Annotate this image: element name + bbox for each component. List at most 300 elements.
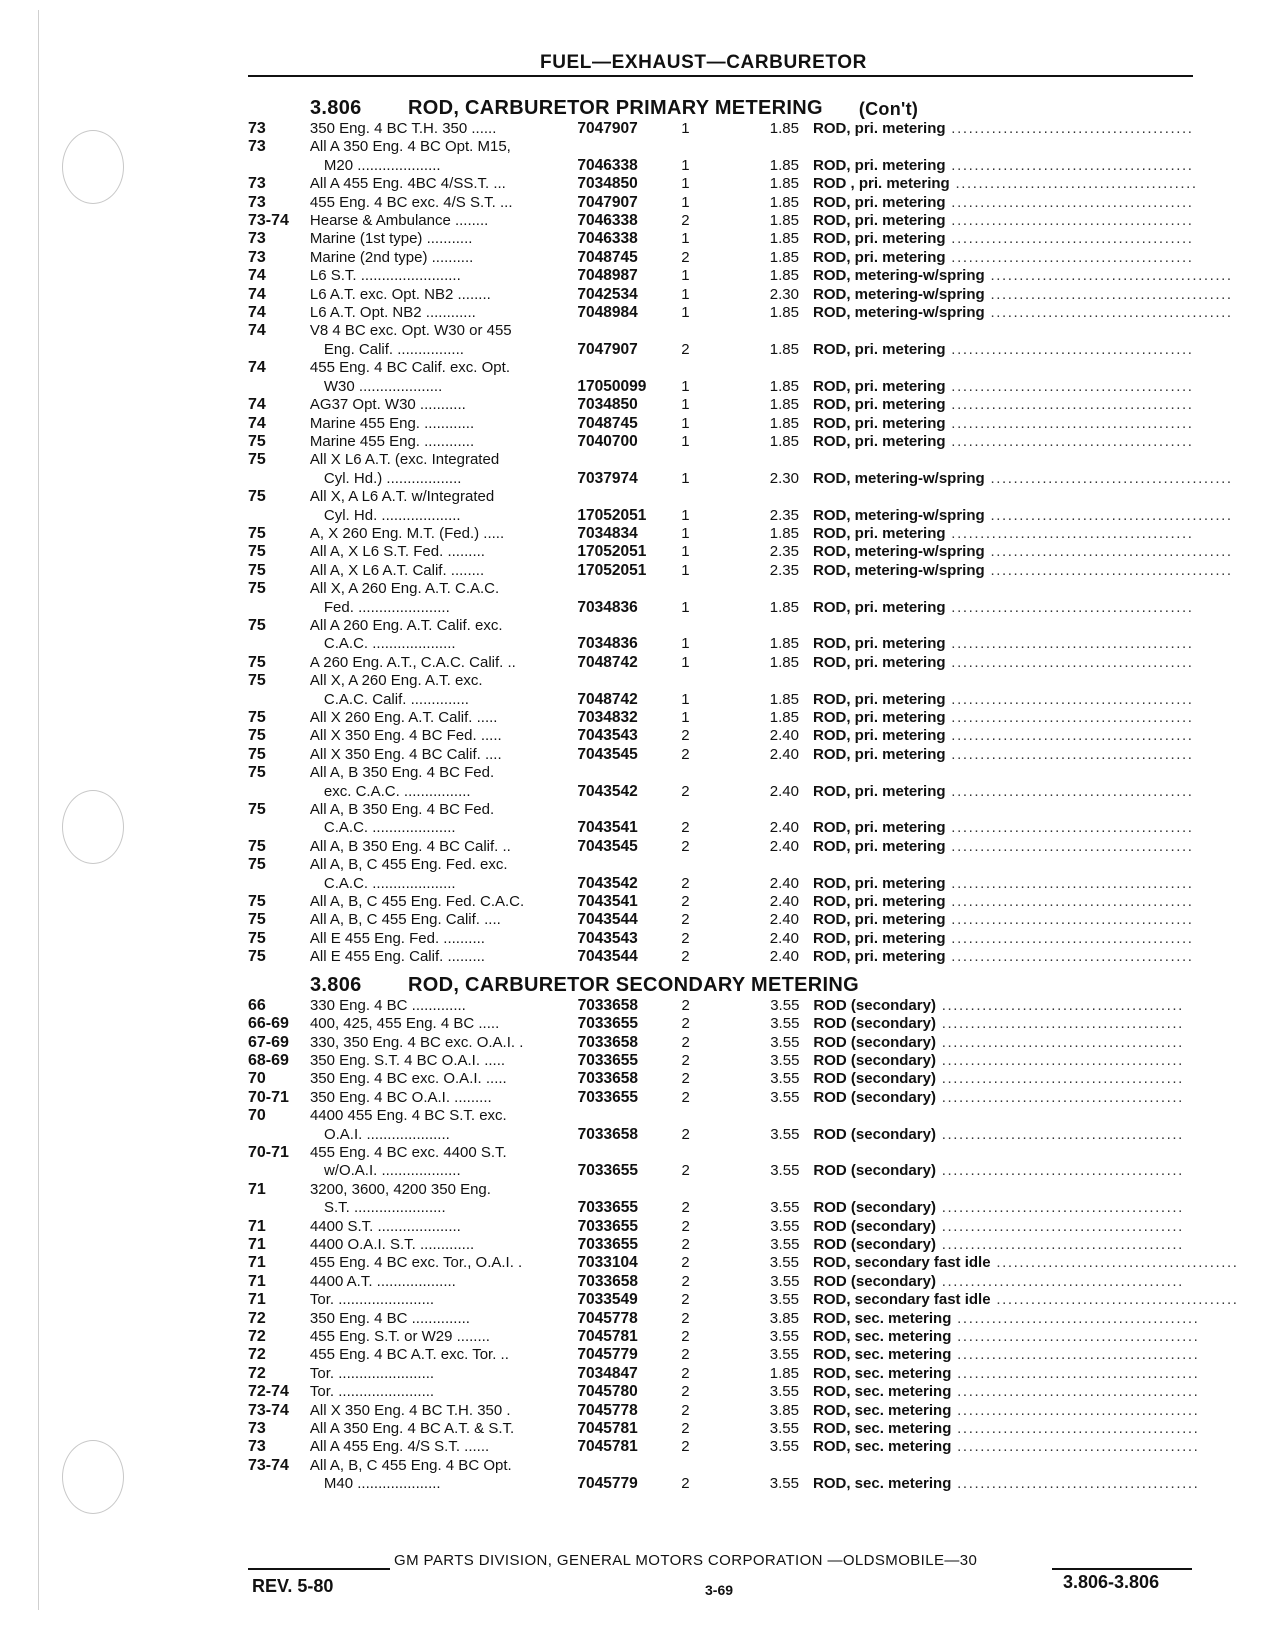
application <box>310 415 578 433</box>
application <box>310 1070 578 1088</box>
description <box>813 525 1193 543</box>
description-text: ROD, metering-w/spring <box>813 561 985 579</box>
model-year: 75 <box>248 488 266 506</box>
description-text: ROD, pri. metering <box>813 212 946 230</box>
header-rule <box>248 75 1193 77</box>
application-line: All A, X L6 S.T. Fed. ......... <box>309 543 485 561</box>
application-line: Marine 455 Eng. ............ <box>309 432 475 450</box>
model-year: 75 <box>248 672 266 690</box>
part-number: 17052051 <box>577 561 647 579</box>
quantity: 2 <box>681 874 690 892</box>
price: 3.55 <box>770 1162 800 1180</box>
price: 1.85 <box>769 432 799 450</box>
application <box>310 948 578 966</box>
model-year: 74 <box>248 285 266 303</box>
model-year: 74 <box>248 359 266 377</box>
application-line: C.A.C. .................... <box>323 635 456 653</box>
application-line: 350 Eng. S.T. 4 BC O.A.I. ..... <box>309 1051 506 1069</box>
part-row <box>248 194 1193 212</box>
model-year: 66 <box>248 996 266 1014</box>
application <box>310 525 578 543</box>
price: 2.40 <box>769 874 799 892</box>
description-text: ROD, metering-w/spring <box>813 543 985 561</box>
quantity: 1 <box>681 598 690 616</box>
model-year: 75 <box>248 709 266 726</box>
quantity: 1 <box>681 709 690 726</box>
application <box>310 911 578 929</box>
application <box>310 1015 578 1033</box>
part-number: 7034850 <box>577 396 638 414</box>
price: 3.55 <box>770 1033 800 1051</box>
application-line: 4400 O.A.I. S.T. ............. <box>309 1235 475 1253</box>
price: 2.35 <box>769 543 799 561</box>
application-line: O.A.I. .................... <box>323 1125 450 1143</box>
application <box>310 893 578 911</box>
description-text: ROD, pri. metering <box>813 948 946 966</box>
model-year: 75 <box>248 561 266 579</box>
description <box>813 801 1193 838</box>
application-line: All X 350 Eng. 4 BC Calif. .... <box>309 745 502 763</box>
quantity: 2 <box>681 1254 690 1272</box>
description <box>813 396 1193 414</box>
leader-dots: .......................................... <box>990 1254 1239 1272</box>
description <box>813 415 1193 433</box>
part-number: 7033658 <box>577 1070 638 1088</box>
part-row <box>248 1401 1200 1420</box>
model-year: 71 <box>248 1235 266 1253</box>
quantity: 2 <box>681 1199 690 1217</box>
description-text: ROD, secondary fast idle <box>813 1254 991 1272</box>
model-year: 75 <box>248 856 266 874</box>
price: 3.55 <box>770 1125 800 1143</box>
description-text: ROD , pri. metering <box>813 175 950 193</box>
part-number: 17050099 <box>577 377 647 395</box>
model-year: 75 <box>248 893 266 911</box>
application-line: 400, 425, 455 Eng. 4 BC ..... <box>309 1015 500 1033</box>
description <box>813 1438 1200 1456</box>
price: 2.40 <box>769 929 799 947</box>
application <box>310 194 578 212</box>
application-line: W30 .................... <box>323 377 443 395</box>
model-year: 73 <box>248 230 266 248</box>
quantity: 2 <box>681 1420 690 1438</box>
footer-page-number: 3-69 <box>705 1582 734 1598</box>
price: 3.55 <box>769 1328 799 1345</box>
application-line: Cyl. Hd. ................... <box>323 506 461 524</box>
part-number: 7046338 <box>577 230 638 248</box>
price: 3.55 <box>769 1475 799 1493</box>
description-text: ROD (secondary) <box>813 1070 936 1088</box>
price: 2.30 <box>769 285 799 303</box>
description <box>813 488 1233 525</box>
part-row <box>248 1107 1193 1144</box>
description <box>813 285 1233 304</box>
leader-dots: .......................................... <box>984 304 1233 322</box>
application <box>310 267 578 285</box>
quantity: 2 <box>681 1309 690 1327</box>
part-row <box>248 709 1193 727</box>
application <box>310 1457 578 1494</box>
part-number: 7045781 <box>577 1328 638 1345</box>
part-row <box>248 249 1193 267</box>
part-number: 7034836 <box>577 635 638 653</box>
price: 1.85 <box>769 1364 799 1382</box>
application-line: S.T. ...................... <box>323 1199 446 1217</box>
application-line: C.A.C. Calif. .............. <box>323 690 469 708</box>
leader-dots: .......................................... <box>945 948 1194 966</box>
part-number: 7043544 <box>577 911 638 929</box>
description <box>813 1457 1200 1494</box>
leader-dots: .......................................... <box>984 506 1233 524</box>
application <box>310 1346 578 1364</box>
application-line: All X 350 Eng. 4 BC Fed. ..... <box>309 727 502 745</box>
application <box>310 1181 578 1218</box>
part-number: 7040700 <box>577 432 638 450</box>
price: 1.85 <box>769 212 799 230</box>
part-number: 7045779 <box>577 1475 638 1493</box>
leader-dots: .......................................... <box>945 377 1194 395</box>
application <box>310 727 578 745</box>
description <box>813 948 1193 966</box>
part-row <box>248 433 1193 451</box>
model-year: 73 <box>248 1420 266 1438</box>
quantity: 1 <box>681 414 690 432</box>
binder-margin-line <box>38 10 39 1610</box>
part-row <box>248 304 1233 322</box>
price: 1.85 <box>769 414 799 432</box>
application <box>310 801 578 838</box>
description-text: ROD, sec. metering <box>813 1328 952 1345</box>
model-year: 75 <box>248 929 266 947</box>
quantity: 2 <box>681 911 690 929</box>
application-line: V8 4 BC exc. Opt. W30 or 455 <box>309 322 512 340</box>
part-number: 7043543 <box>577 727 638 745</box>
application-line: All A, B, C 455 Eng. Fed. exc. <box>309 856 508 874</box>
application-line: Fed. ...................... <box>323 598 450 616</box>
quantity: 2 <box>681 1162 690 1180</box>
price: 1.85 <box>769 120 799 137</box>
application-line: All E 455 Eng. Fed. .......... <box>309 929 485 947</box>
application-line: 455 Eng. 4 BC exc. 4/S S.T. ... <box>309 193 513 211</box>
description-text: ROD (secondary) <box>813 1162 936 1180</box>
part-number: 7033655 <box>577 1051 638 1069</box>
part-row <box>248 1089 1193 1107</box>
model-year: 73-74 <box>248 212 289 230</box>
description-text: ROD (secondary) <box>813 1272 936 1290</box>
application-line: All X 260 Eng. A.T. Calif. ..... <box>309 709 498 726</box>
quantity: 1 <box>681 432 690 450</box>
quantity: 2 <box>681 1328 690 1345</box>
part-number: 7034847 <box>577 1364 638 1382</box>
part-number: 7045779 <box>577 1346 638 1364</box>
part-number: 7033655 <box>577 1088 638 1106</box>
application <box>310 1034 578 1052</box>
part-row <box>248 396 1193 414</box>
part-number: 7043542 <box>577 782 638 800</box>
quantity: 2 <box>681 1291 690 1309</box>
application-line: C.A.C. .................... <box>323 874 456 892</box>
application <box>310 433 578 451</box>
model-year: 74 <box>248 414 266 432</box>
application-line: L6 A.T. Opt. NB2 ............ <box>309 304 476 322</box>
part-row <box>248 120 1193 138</box>
quantity: 2 <box>681 1217 690 1235</box>
leader-dots: .......................................... <box>984 285 1233 303</box>
leader-dots: .......................................... <box>951 1346 1200 1364</box>
part-number: 17052051 <box>577 543 647 561</box>
description-text: ROD, metering-w/spring <box>813 285 985 303</box>
leader-dots: .......................................... <box>935 1217 1184 1235</box>
description-text: ROD, pri. metering <box>813 396 946 414</box>
description <box>813 561 1233 580</box>
price: 2.30 <box>769 469 799 487</box>
description <box>813 1309 1200 1328</box>
application-line: 350 Eng. 4 BC O.A.I. ......... <box>309 1088 492 1106</box>
part-row <box>248 212 1193 230</box>
price: 1.85 <box>769 156 799 174</box>
application-line: Marine (1st type) ........... <box>309 230 473 248</box>
model-year: 75 <box>248 580 266 598</box>
price: 1.85 <box>769 709 799 726</box>
application <box>310 997 578 1015</box>
model-year: 70-71 <box>248 1088 289 1106</box>
quantity: 1 <box>681 635 690 653</box>
section-title: ROD, CARBURETOR SECONDARY METERING <box>408 973 859 996</box>
application-line: exc. C.A.C. ................ <box>323 782 471 800</box>
description-text: ROD, pri. metering <box>813 156 946 174</box>
quantity: 1 <box>681 506 690 524</box>
application-line: L6 S.T. ........................ <box>309 267 461 285</box>
leader-dots: .......................................... <box>945 212 1194 230</box>
application <box>310 230 578 248</box>
application <box>310 930 578 948</box>
description-text: ROD, metering-w/spring <box>813 267 985 285</box>
leader-dots: .......................................... <box>990 1291 1239 1309</box>
price: 2.40 <box>769 837 799 855</box>
quantity: 1 <box>681 653 690 671</box>
quantity: 2 <box>681 1033 690 1051</box>
application-line: Hearse & Ambulance ........ <box>309 212 489 230</box>
description-text: ROD, pri. metering <box>813 598 946 616</box>
model-year: 73-74 <box>248 1456 289 1474</box>
part-number: 7043543 <box>577 929 638 947</box>
leader-dots: .......................................... <box>945 340 1194 358</box>
quantity: 1 <box>681 193 690 211</box>
description <box>813 1015 1193 1033</box>
leader-dots: .......................................... <box>935 1235 1184 1253</box>
part-number: 7045781 <box>577 1438 638 1456</box>
description <box>813 433 1193 451</box>
description <box>813 194 1193 212</box>
description-text: ROD, pri. metering <box>813 874 946 892</box>
price: 2.40 <box>769 745 799 763</box>
description-text: ROD, sec. metering <box>813 1420 952 1438</box>
description-text: ROD, metering-w/spring <box>813 469 985 487</box>
model-year: 73 <box>248 120 266 137</box>
part-number: 7034836 <box>577 598 638 616</box>
quantity: 2 <box>681 1051 690 1069</box>
footer-rule-right <box>1052 1568 1192 1570</box>
application <box>310 543 578 561</box>
leader-dots: .......................................... <box>945 929 1194 947</box>
description-text: ROD (secondary) <box>813 1217 936 1235</box>
quantity: 2 <box>681 1235 690 1253</box>
section-number: 3.806 <box>310 97 362 119</box>
model-year: 72 <box>248 1309 266 1327</box>
application-line: All A, B, C 455 Eng. Fed. C.A.C. <box>309 893 525 911</box>
description <box>813 304 1233 322</box>
description <box>813 249 1193 267</box>
application <box>310 359 578 396</box>
price: 1.85 <box>769 635 799 653</box>
application <box>310 1052 578 1070</box>
description <box>813 1364 1200 1383</box>
application <box>310 451 578 488</box>
application-line: All X L6 A.T. (exc. Integrated <box>309 451 500 469</box>
part-number: 7034834 <box>577 524 638 542</box>
part-row <box>248 1346 1200 1364</box>
leader-dots: .......................................... <box>984 267 1233 285</box>
description <box>813 1236 1193 1254</box>
part-number: 7045778 <box>577 1401 638 1419</box>
price: 3.55 <box>770 1199 800 1217</box>
application-line: All X, A 260 Eng. A.T. C.A.C. <box>309 580 500 598</box>
application <box>310 1310 578 1328</box>
quantity: 2 <box>681 1475 690 1493</box>
part-number: 7033549 <box>577 1291 638 1309</box>
description <box>813 617 1193 654</box>
price: 2.40 <box>769 782 799 800</box>
description <box>813 1273 1193 1291</box>
part-number: 7048984 <box>577 304 638 322</box>
description <box>813 212 1193 230</box>
quantity: 2 <box>681 1088 690 1106</box>
description <box>813 1218 1193 1236</box>
description-text: ROD, sec. metering <box>813 1438 952 1456</box>
application-line: 455 Eng. 4 BC Calif. exc. Opt. <box>309 359 510 377</box>
model-year: 75 <box>248 451 266 469</box>
description-text: ROD, sec. metering <box>813 1475 952 1493</box>
price: 1.85 <box>769 524 799 542</box>
model-year: 73 <box>248 248 266 266</box>
part-row <box>248 1420 1200 1438</box>
part-row <box>248 561 1233 580</box>
part-number: 7043542 <box>577 874 638 892</box>
leader-dots: .......................................... <box>935 1033 1184 1051</box>
part-number: 7048742 <box>577 653 638 671</box>
description <box>813 893 1193 911</box>
application-line: w/O.A.I. ................... <box>323 1162 461 1180</box>
description <box>813 1346 1200 1364</box>
description <box>813 1034 1193 1052</box>
description-text: ROD, pri. metering <box>813 819 946 837</box>
application-line: M20 .................... <box>323 156 441 174</box>
quantity: 1 <box>681 120 690 137</box>
part-row <box>248 930 1193 948</box>
leader-dots: .......................................... <box>945 598 1194 616</box>
part-number: 17052051 <box>577 506 647 524</box>
description-text: ROD, pri. metering <box>813 745 946 763</box>
parts-listing <box>248 90 1239 1494</box>
part-number: 7034850 <box>577 175 638 193</box>
model-year: 75 <box>248 764 266 782</box>
part-row <box>248 1181 1193 1218</box>
leader-dots: .......................................... <box>945 432 1194 450</box>
description-text: ROD, pri. metering <box>813 340 946 358</box>
application-line: 350 Eng. 4 BC exc. O.A.I. ..... <box>309 1070 507 1088</box>
description <box>813 1181 1193 1218</box>
application-line: 330, 350 Eng. 4 BC exc. O.A.I. . <box>309 1033 524 1051</box>
application-line: 455 Eng. 4 BC exc. Tor., O.A.I. . <box>309 1254 523 1272</box>
application-line: All A 260 Eng. A.T. Calif. exc. <box>309 616 503 634</box>
description <box>813 1052 1193 1070</box>
part-row <box>248 856 1193 893</box>
quantity: 2 <box>681 996 690 1014</box>
price: 1.85 <box>769 377 799 395</box>
part-number: 7048745 <box>577 414 638 432</box>
quantity: 1 <box>681 175 690 193</box>
leader-dots: .......................................... <box>935 1125 1184 1143</box>
part-number: 7043541 <box>577 893 638 911</box>
leader-dots: .......................................... <box>951 1475 1200 1493</box>
price: 2.35 <box>769 561 799 579</box>
description <box>813 230 1193 248</box>
part-row <box>248 997 1193 1015</box>
footer-corporation: GM PARTS DIVISION, GENERAL MOTORS CORPORATION —OLDSMOBILE—30 <box>394 1552 978 1569</box>
quantity: 1 <box>681 561 690 579</box>
model-year: 68-69 <box>248 1051 289 1069</box>
footer-rule-left <box>248 1568 390 1570</box>
model-year: 73 <box>248 138 266 156</box>
part-row <box>248 672 1193 709</box>
application <box>310 1438 578 1456</box>
leader-dots: .......................................... <box>945 709 1194 726</box>
model-year: 71 <box>248 1180 266 1198</box>
model-year: 72 <box>248 1346 266 1364</box>
leader-dots: .......................................... <box>951 1383 1200 1401</box>
description <box>813 672 1193 709</box>
quantity: 1 <box>681 377 690 395</box>
application-line: 455 Eng. 4 BC A.T. exc. Tor. .. <box>309 1346 509 1364</box>
model-year: 72-74 <box>248 1383 289 1401</box>
quantity: 2 <box>681 837 690 855</box>
leader-dots: .......................................... <box>945 837 1194 855</box>
quantity: 2 <box>681 948 690 966</box>
application-line: 4400 A.T. ................... <box>309 1272 456 1290</box>
leader-dots: .......................................... <box>951 1309 1200 1327</box>
quantity: 2 <box>681 929 690 947</box>
part-row <box>248 1438 1200 1456</box>
application-line: All X, A L6 A.T. w/Integrated <box>309 488 495 506</box>
application-line: All A, B 350 Eng. 4 BC Fed. <box>309 764 495 782</box>
application <box>310 322 578 359</box>
part-number: 7043545 <box>577 837 638 855</box>
model-year: 74 <box>248 396 266 414</box>
description-text: ROD, secondary fast idle <box>813 1291 991 1309</box>
section-continued: (Con't) <box>858 99 919 119</box>
description <box>813 1144 1193 1181</box>
part-row <box>248 138 1193 175</box>
model-year: 70 <box>248 1107 266 1125</box>
quantity: 2 <box>681 1401 690 1419</box>
price: 2.40 <box>769 948 799 966</box>
price: 1.85 <box>769 175 799 193</box>
application <box>310 175 578 193</box>
leader-dots: .......................................... <box>935 1070 1184 1088</box>
price: 1.85 <box>769 267 799 285</box>
model-year: 70 <box>248 1070 266 1088</box>
part-row <box>248 175 1198 193</box>
